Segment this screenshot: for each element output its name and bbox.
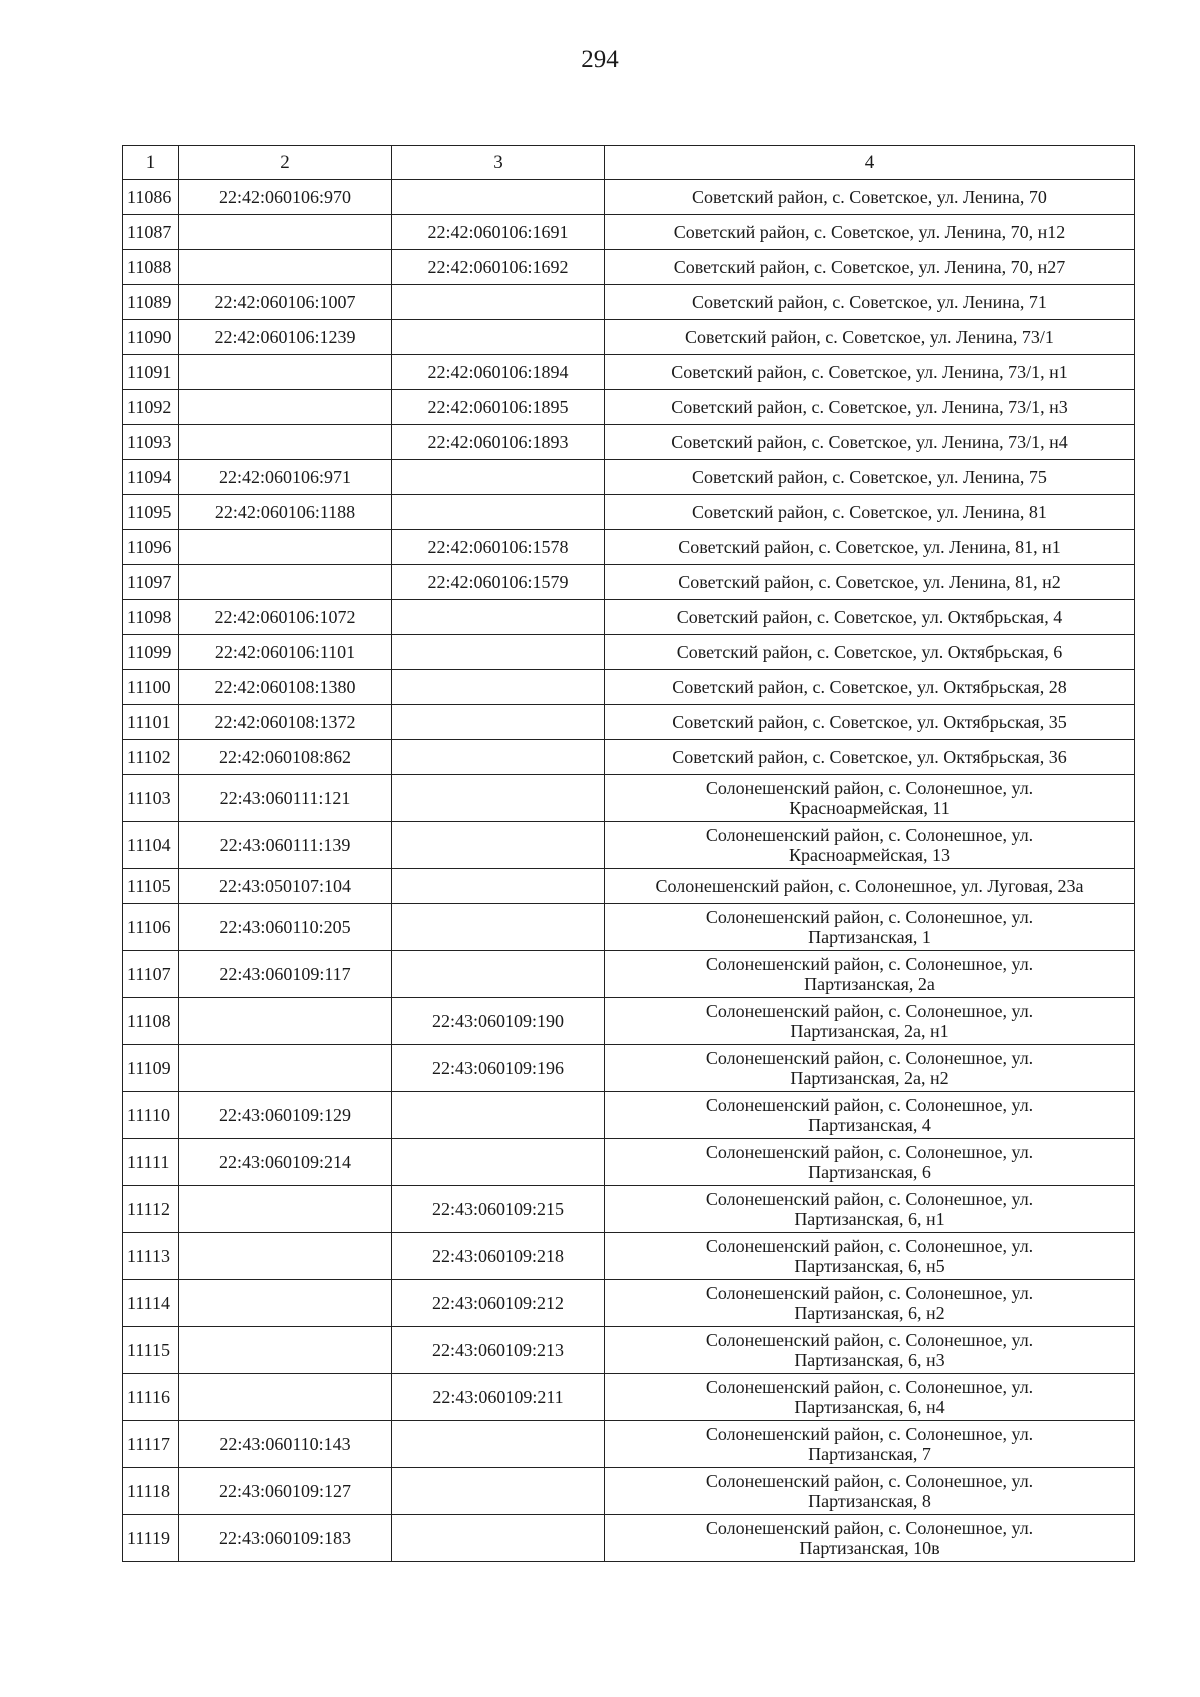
table-row <box>123 869 1135 904</box>
address-line: Солонешенский район, с. Солонешное, ул. <box>705 1377 1034 1397</box>
row-number: 11093 <box>123 425 179 460</box>
table-row <box>123 1280 1135 1327</box>
address-line: Солонешенский район, с. Солонешное, ул. <box>705 1189 1034 1209</box>
address-cell: Советский район, с. Советское, ул. Ленина, 71 <box>605 285 1135 320</box>
address-line: Партизанская, 7 <box>808 1444 931 1464</box>
row-number: 11115 <box>123 1327 179 1374</box>
row-number: 11095 <box>123 495 179 530</box>
table-row <box>123 822 1135 869</box>
table-body <box>123 146 1135 1562</box>
cadastral-number-col3 <box>392 320 605 355</box>
cadastral-number-col3: 22:43:060109:196 <box>392 1045 605 1092</box>
table-row <box>123 904 1135 951</box>
address-cell: Советский район, с. Советское, ул. Ленина, 73/1, н4 <box>605 425 1135 460</box>
cadastral-number-col2: 22:43:060109:127 <box>179 1468 392 1515</box>
cadastral-number-col2: 22:43:060111:121 <box>179 775 392 822</box>
address-line: Партизанская, 6, н5 <box>794 1256 945 1276</box>
address-cell: Советский район, с. Советское, ул. Ленина, 70 <box>605 180 1135 215</box>
table-row <box>123 1092 1135 1139</box>
table-row <box>123 600 1135 635</box>
row-number: 11090 <box>123 320 179 355</box>
address-cell <box>605 1045 1135 1092</box>
table-row <box>123 565 1135 600</box>
row-number: 11116 <box>123 1374 179 1421</box>
address-cell: Советский район, с. Советское, ул. Ленина, 70, н27 <box>605 250 1135 285</box>
address-cell: Советский район, с. Советское, ул. Ленина, 81, н1 <box>605 530 1135 565</box>
cadastral-number-col3 <box>392 1092 605 1139</box>
row-number: 11110 <box>123 1092 179 1139</box>
cadastral-number-col3 <box>392 904 605 951</box>
row-number: 11101 <box>123 705 179 740</box>
row-number: 11107 <box>123 951 179 998</box>
cadastral-number-col2 <box>179 250 392 285</box>
address-cell: Советский район, с. Советское, ул. Ленина, 81 <box>605 495 1135 530</box>
address-line: Солонешенский район, с. Солонешное, ул. <box>705 1330 1034 1350</box>
row-number: 11102 <box>123 740 179 775</box>
table-row <box>123 495 1135 530</box>
cadastral-number-col3 <box>392 600 605 635</box>
address-line: Солонешенский район, с. Солонешное, ул. <box>705 1424 1034 1444</box>
cadastral-number-col3 <box>392 1139 605 1186</box>
address-line: Партизанская, 6, н1 <box>794 1209 945 1229</box>
table-row <box>123 390 1135 425</box>
cadastral-number-col3 <box>392 285 605 320</box>
address-cell: Советский район, с. Советское, ул. Октябрьская, 4 <box>605 600 1135 635</box>
table-row <box>123 1421 1135 1468</box>
registry-table-container <box>122 145 1134 1562</box>
cadastral-number-col3: 22:42:060106:1578 <box>392 530 605 565</box>
cadastral-number-col2: 22:43:060110:143 <box>179 1421 392 1468</box>
cadastral-number-col3: 22:42:060106:1893 <box>392 425 605 460</box>
row-number: 11103 <box>123 775 179 822</box>
row-number: 11087 <box>123 215 179 250</box>
row-number: 11114 <box>123 1280 179 1327</box>
table-header-row <box>123 146 1135 180</box>
cadastral-number-col3 <box>392 951 605 998</box>
address-cell <box>605 1233 1135 1280</box>
table-row <box>123 775 1135 822</box>
address-cell <box>605 1139 1135 1186</box>
cadastral-number-col2: 22:43:050107:104 <box>179 869 392 904</box>
cadastral-number-col2 <box>179 425 392 460</box>
address-cell <box>605 822 1135 869</box>
address-cell <box>605 1327 1135 1374</box>
cadastral-number-col2: 22:43:060110:205 <box>179 904 392 951</box>
table-row <box>123 180 1135 215</box>
address-line: Партизанская, 2а <box>804 974 935 994</box>
table-row <box>123 635 1135 670</box>
address-cell: Советский район, с. Советское, ул. Ленина, 73/1 <box>605 320 1135 355</box>
cadastral-number-col2: 22:42:060106:1239 <box>179 320 392 355</box>
address-line: Партизанская, 8 <box>808 1491 931 1511</box>
cadastral-number-col3 <box>392 1421 605 1468</box>
address-line: Партизанская, 6, н4 <box>794 1397 945 1417</box>
table-row <box>123 460 1135 495</box>
cadastral-number-col2 <box>179 355 392 390</box>
row-number: 11091 <box>123 355 179 390</box>
cadastral-number-col2 <box>179 530 392 565</box>
cadastral-number-col2: 22:42:060106:970 <box>179 180 392 215</box>
table-row <box>123 1374 1135 1421</box>
table-row <box>123 1327 1135 1374</box>
row-number: 11098 <box>123 600 179 635</box>
row-number: 11111 <box>123 1139 179 1186</box>
cadastral-number-col2: 22:43:060109:183 <box>179 1515 392 1562</box>
cadastral-number-col3: 22:42:060106:1692 <box>392 250 605 285</box>
cadastral-number-col2 <box>179 390 392 425</box>
address-cell: Советский район, с. Советское, ул. Ленина, 70, н12 <box>605 215 1135 250</box>
cadastral-number-col2 <box>179 998 392 1045</box>
address-cell <box>605 1092 1135 1139</box>
table-row <box>123 215 1135 250</box>
row-number: 11094 <box>123 460 179 495</box>
row-number: 11096 <box>123 530 179 565</box>
cadastral-number-col3: 22:42:060106:1691 <box>392 215 605 250</box>
cadastral-number-col3 <box>392 869 605 904</box>
address-cell: Советский район, с. Советское, ул. Октябрьская, 35 <box>605 705 1135 740</box>
address-line: Партизанская, 2а, н1 <box>790 1021 949 1041</box>
address-line: Партизанская, 4 <box>808 1115 931 1135</box>
cadastral-number-col2 <box>179 565 392 600</box>
cadastral-number-col2: 22:42:060106:1072 <box>179 600 392 635</box>
row-number: 11113 <box>123 1233 179 1280</box>
cadastral-number-col2: 22:42:060106:1007 <box>179 285 392 320</box>
table-row <box>123 1186 1135 1233</box>
table-row <box>123 530 1135 565</box>
row-number: 11108 <box>123 998 179 1045</box>
cadastral-number-col2: 22:42:060108:1372 <box>179 705 392 740</box>
address-cell <box>605 998 1135 1045</box>
table-row <box>123 670 1135 705</box>
row-number: 11088 <box>123 250 179 285</box>
cadastral-number-col2: 22:43:060109:117 <box>179 951 392 998</box>
table-row <box>123 705 1135 740</box>
row-number: 11092 <box>123 390 179 425</box>
address-line: Солонешенский район, с. Солонешное, ул. <box>705 1001 1034 1021</box>
address-line: Партизанская, 6, н3 <box>794 1350 945 1370</box>
cadastral-number-col2: 22:43:060111:139 <box>179 822 392 869</box>
table-row <box>123 1139 1135 1186</box>
table-row <box>123 1045 1135 1092</box>
address-line: Солонешенский район, с. Солонешное, ул. <box>705 1095 1034 1115</box>
address-cell <box>605 1280 1135 1327</box>
address-cell <box>605 1374 1135 1421</box>
cadastral-number-col2: 22:43:060109:129 <box>179 1092 392 1139</box>
row-number: 11100 <box>123 670 179 705</box>
cadastral-number-col3 <box>392 670 605 705</box>
address-line: Партизанская, 1 <box>808 927 931 947</box>
address-line: Партизанская, 2а, н2 <box>790 1068 949 1088</box>
row-number: 11089 <box>123 285 179 320</box>
cadastral-number-col3: 22:43:060109:215 <box>392 1186 605 1233</box>
cadastral-number-col2: 22:42:060106:1101 <box>179 635 392 670</box>
cadastral-number-col2 <box>179 1280 392 1327</box>
address-cell <box>605 904 1135 951</box>
address-line: Солонешенский район, с. Солонешное, ул. <box>705 907 1034 927</box>
address-cell <box>605 1468 1135 1515</box>
row-number: 11109 <box>123 1045 179 1092</box>
table-row <box>123 285 1135 320</box>
row-number: 11105 <box>123 869 179 904</box>
table-row <box>123 951 1135 998</box>
row-number: 11118 <box>123 1468 179 1515</box>
address-line: Партизанская, 6, н2 <box>794 1303 945 1323</box>
address-cell: Советский район, с. Советское, ул. Октябрьская, 6 <box>605 635 1135 670</box>
cadastral-number-col2: 22:43:060109:214 <box>179 1139 392 1186</box>
column-header: 2 <box>179 146 392 180</box>
address-line: Солонешенский район, с. Солонешное, ул. <box>705 1518 1034 1538</box>
address-cell: Советский район, с. Советское, ул. Ленина, 73/1, н3 <box>605 390 1135 425</box>
cadastral-number-col3 <box>392 1468 605 1515</box>
row-number: 11119 <box>123 1515 179 1562</box>
cadastral-number-col2: 22:42:060106:1188 <box>179 495 392 530</box>
table-row <box>123 355 1135 390</box>
address-cell: Солонешенский район, с. Солонешное, ул. Луговая, 23а <box>605 869 1135 904</box>
address-line: Солонешенский район, с. Солонешное, ул. <box>705 1236 1034 1256</box>
cadastral-number-col3: 22:43:060109:212 <box>392 1280 605 1327</box>
cadastral-number-col3 <box>392 740 605 775</box>
address-cell: Советский район, с. Советское, ул. Октябрьская, 28 <box>605 670 1135 705</box>
cadastral-number-col3 <box>392 775 605 822</box>
address-line: Солонешенский район, с. Солонешное, ул. <box>705 1283 1034 1303</box>
cadastral-number-col2: 22:42:060108:862 <box>179 740 392 775</box>
cadastral-number-col3 <box>392 635 605 670</box>
address-line: Солонешенский район, с. Солонешное, ул. <box>705 954 1034 974</box>
cadastral-number-col2 <box>179 215 392 250</box>
cadastral-number-col3: 22:43:060109:190 <box>392 998 605 1045</box>
address-line: Солонешенский район, с. Солонешное, ул. <box>705 1048 1034 1068</box>
table-row <box>123 1515 1135 1562</box>
row-number: 11106 <box>123 904 179 951</box>
address-line: Солонешенский район, с. Солонешное, ул. <box>705 825 1034 845</box>
row-number: 11086 <box>123 180 179 215</box>
cadastral-number-col3: 22:43:060109:218 <box>392 1233 605 1280</box>
address-line: Партизанская, 10в <box>799 1538 940 1558</box>
cadastral-number-col3 <box>392 180 605 215</box>
address-line: Солонешенский район, с. Солонешное, ул. <box>705 1471 1034 1491</box>
address-cell <box>605 775 1135 822</box>
page-number: 294 <box>581 46 619 73</box>
address-line: Солонешенский район, с. Солонешное, ул. <box>705 1142 1034 1162</box>
cadastral-number-col2 <box>179 1186 392 1233</box>
column-header: 1 <box>123 146 179 180</box>
table-row <box>123 320 1135 355</box>
cadastral-number-col3: 22:42:060106:1894 <box>392 355 605 390</box>
cadastral-number-col3: 22:42:060106:1579 <box>392 565 605 600</box>
cadastral-number-col2: 22:42:060106:971 <box>179 460 392 495</box>
cadastral-number-col3 <box>392 822 605 869</box>
cadastral-number-col3: 22:42:060106:1895 <box>392 390 605 425</box>
cadastral-number-col2 <box>179 1374 392 1421</box>
row-number: 11099 <box>123 635 179 670</box>
row-number: 11097 <box>123 565 179 600</box>
address-line: Партизанская, 6 <box>808 1162 931 1182</box>
row-number: 11117 <box>123 1421 179 1468</box>
table-row <box>123 740 1135 775</box>
table-row <box>123 998 1135 1045</box>
cadastral-number-col2 <box>179 1045 392 1092</box>
table-row <box>123 425 1135 460</box>
address-cell <box>605 1186 1135 1233</box>
address-cell: Советский район, с. Советское, ул. Октябрьская, 36 <box>605 740 1135 775</box>
registry-table <box>122 145 1135 1562</box>
address-cell: Советский район, с. Советское, ул. Ленина, 75 <box>605 460 1135 495</box>
cadastral-number-col3: 22:43:060109:211 <box>392 1374 605 1421</box>
column-header: 3 <box>392 146 605 180</box>
cadastral-number-col2 <box>179 1233 392 1280</box>
address-line: Красноармейская, 13 <box>788 845 951 865</box>
address-cell <box>605 951 1135 998</box>
cadastral-number-col3 <box>392 705 605 740</box>
address-cell: Советский район, с. Советское, ул. Ленина, 73/1, н1 <box>605 355 1135 390</box>
address-cell: Советский район, с. Советское, ул. Ленина, 81, н2 <box>605 565 1135 600</box>
row-number: 11112 <box>123 1186 179 1233</box>
cadastral-number-col2 <box>179 1327 392 1374</box>
cadastral-number-col2: 22:42:060108:1380 <box>179 670 392 705</box>
address-line: Солонешенский район, с. Солонешное, ул. <box>705 778 1034 798</box>
table-row <box>123 1468 1135 1515</box>
table-row <box>123 250 1135 285</box>
address-line: Красноармейская, 11 <box>789 798 950 818</box>
cadastral-number-col3: 22:43:060109:213 <box>392 1327 605 1374</box>
cadastral-number-col3 <box>392 495 605 530</box>
address-cell <box>605 1515 1135 1562</box>
row-number: 11104 <box>123 822 179 869</box>
column-header: 4 <box>605 146 1135 180</box>
address-cell <box>605 1421 1135 1468</box>
cadastral-number-col3 <box>392 1515 605 1562</box>
cadastral-number-col3 <box>392 460 605 495</box>
table-row <box>123 1233 1135 1280</box>
